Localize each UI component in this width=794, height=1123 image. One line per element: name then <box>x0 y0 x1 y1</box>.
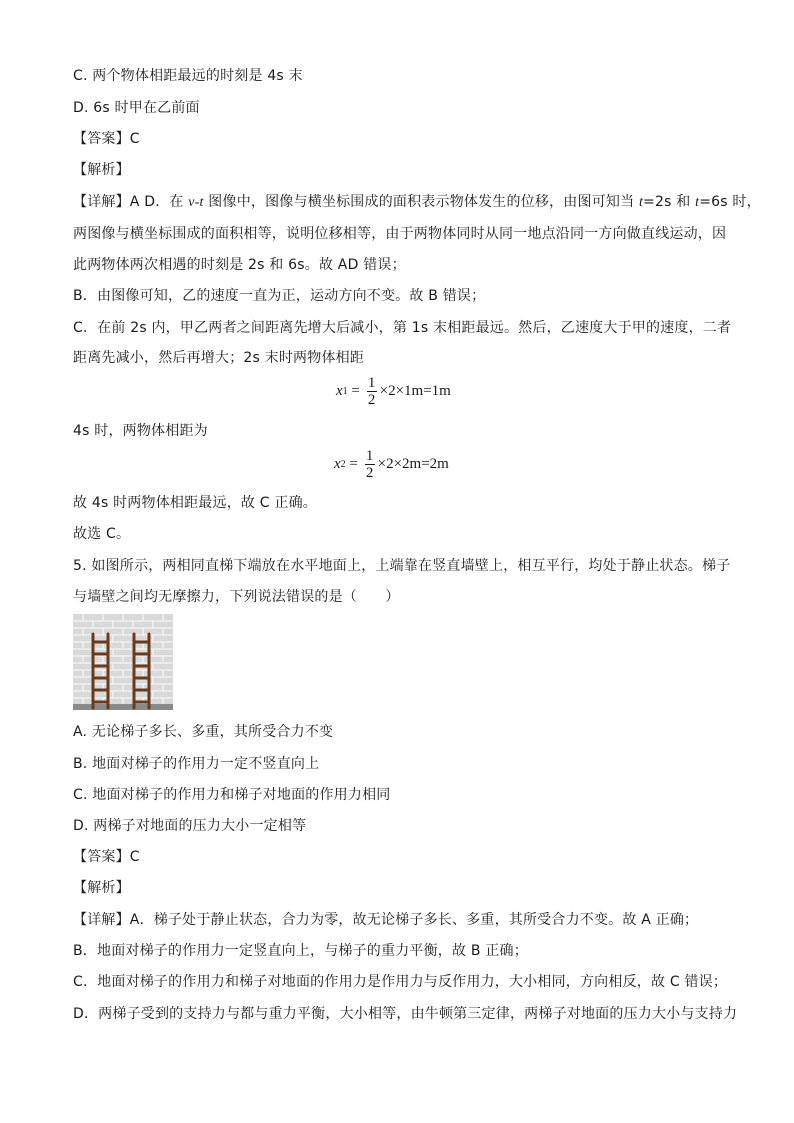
option-d-q4: D. 6s 时甲在乙前面 <box>73 100 200 116</box>
option-a-q5: A. 无论梯子多长、多重，其所受合力不变 <box>73 724 334 740</box>
formula-rest: ×2×2m=2m <box>377 456 449 472</box>
detail-line-3: 此两物体两次相遇的时刻是 2s 和 6s。故 AD 错误； <box>73 257 406 273</box>
ladder-wall-illustration <box>73 614 173 710</box>
detail-line-6: 距离先减小，然后再增大；2s 末时两物体相距 <box>73 350 365 366</box>
formula-sub: 2 <box>340 459 346 470</box>
fraction-numerator: 1 <box>367 375 376 391</box>
formula-var: x <box>334 456 341 472</box>
formula-sub: 1 <box>342 386 348 397</box>
formula-x1 <box>336 375 451 408</box>
floor <box>73 704 173 710</box>
option-c-q5: C. 地面对梯子的作用力和梯子对地面的作用力相同 <box>73 787 391 803</box>
detail-line-4: B．由图像可知，乙的速度一直为正，运动方向不变。故 B 错误； <box>73 288 486 304</box>
detail-line-1 <box>73 192 761 213</box>
vt-symbol: v-t <box>188 195 204 210</box>
detail-text: =6s 时， <box>699 194 761 210</box>
detail-q5-line-4: D．两梯子受到的支持力与都与重力平衡，大小相等，由牛顿第三定律，两梯子对地面的压力大小与支持力 <box>73 1006 738 1022</box>
analysis-label-q4: 【解析】 <box>73 162 130 178</box>
detail-q5-line-1: 【详解】A．梯子处于静止状态，合力为零，故无论梯子多长、多重，其所受合力不变。故 A 正确； <box>73 912 699 928</box>
detail-line-2: 两图像与横坐标围成的面积相等，说明位移相等，由于两物体同时从同一地点沿同一方向做直线运动，因 <box>73 226 727 242</box>
formula-eq: = <box>347 383 364 399</box>
detail-text: 图像中，图像与横坐标围成的面积表示物体发生的位移，由图可知当 <box>203 194 639 210</box>
detail-text: =2s 和 <box>643 194 696 210</box>
fraction-one-half <box>365 448 375 481</box>
answer-label-q5: 【答案】C <box>73 849 140 865</box>
detail-text: 【详解】A D．在 <box>73 194 189 210</box>
detail-line-7: 4s 时，两物体相距为 <box>73 423 208 439</box>
detail-q5-line-2: B．地面对梯子的作用力一定竖直向上，与梯子的重力平衡，故 B 正确； <box>73 943 528 959</box>
formula-rest: ×2×1m=1m <box>379 383 451 399</box>
fraction-denominator: 2 <box>367 392 376 408</box>
detail-line-8: 故 4s 时两物体相距最远，故 C 正确。 <box>73 495 317 511</box>
answer-label-q4: 【答案】C <box>73 131 140 147</box>
option-d-q5: D. 两梯子对地面的压力大小一定相等 <box>73 818 307 834</box>
option-b-q5: B. 地面对梯子的作用力一定不竖直向上 <box>73 756 320 772</box>
detail-line-5: C．在前 2s 内，甲乙两者之间距离先增大后减小，第 1s 末相距最远。然后，乙速度大于甲的速度，二者 <box>73 320 732 336</box>
analysis-label-q5: 【解析】 <box>73 880 130 896</box>
formula-var: x <box>336 383 343 399</box>
fraction-numerator: 1 <box>365 448 374 464</box>
detail-line-9: 故选 C。 <box>73 526 131 542</box>
formula-x2 <box>334 448 449 481</box>
ladder-figure <box>73 614 173 710</box>
fraction-one-half <box>367 375 377 408</box>
option-c-q4: C. 两个物体相距最远的时刻是 4s 末 <box>73 68 303 84</box>
formula-eq: = <box>345 456 362 472</box>
detail-q5-line-3: C．地面对梯子的作用力和梯子对地面的作用力是作用力与反作用力，大小相同，方向相反，故 C 错误； <box>73 974 728 990</box>
t-symbol: t <box>638 195 644 210</box>
fraction-denominator: 2 <box>365 465 374 481</box>
question-5-stem-1: 5. 如图所示，两相同直梯下端放在水平地面上，上端靠在竖直墙壁上，相互平行，均处于静止状态。梯子 <box>73 558 731 574</box>
question-5-stem-2: 与墙壁之间均无摩擦力，下列说法错误的是（ ） <box>73 589 400 605</box>
t-symbol: t <box>695 195 700 210</box>
